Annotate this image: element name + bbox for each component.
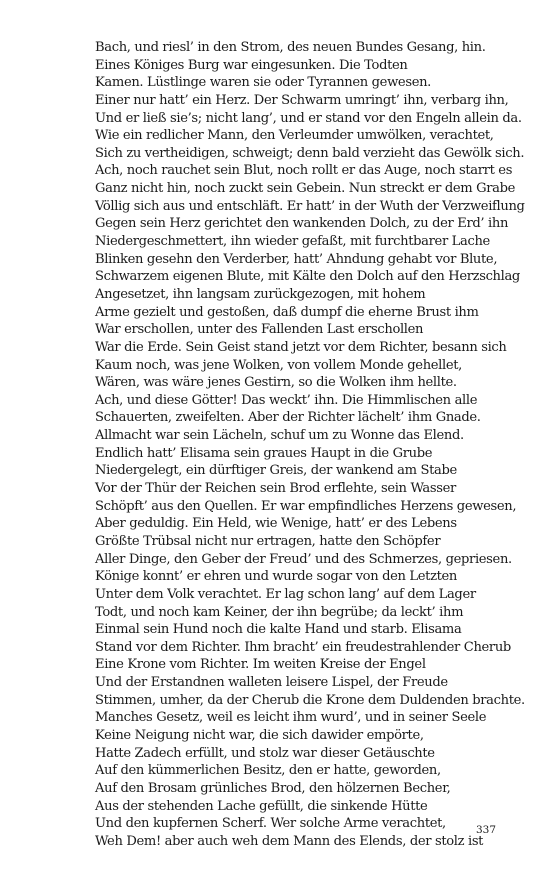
text-line: Weh Dem! aber auch weh dem Mann des Elends, der stolz ist	[95, 833, 484, 849]
text-line: Einmal sein Hund noch die kalte Hand und starb. Elisama	[95, 622, 462, 638]
text-line: Aus der stehenden Lache gefüllt, die sinkende Hütte	[95, 798, 428, 814]
text-line: War die Erde. Sein Geist stand jetzt vor dem Richter, besann sich	[95, 339, 507, 355]
text-line: Auf den kümmerlichen Besitz, den er hatte, geworden,	[95, 763, 441, 779]
text-line: Schöpft’ aus den Quellen. Er war empfindliches Herzens gewesen,	[95, 498, 517, 514]
text-line: Stimmen, umher, da der Cherub die Krone dem Duldenden brachte.	[95, 692, 525, 708]
text-line: Größte Trübsal nicht nur ertragen, hatte den Schöpfer	[95, 533, 441, 549]
text-line: War erschollen, unter des Fallenden Last erschollen	[95, 322, 424, 338]
text-line: Todt, und noch kam Keiner, der ihn begrübe; da leckt’ ihm	[95, 604, 464, 620]
text-line: Und er ließ sie’s; nicht lang’, und er stand vor den Engeln allein da.	[95, 110, 522, 126]
text-line: Eines Königes Burg war eingesunken. Die Todten	[95, 57, 408, 73]
text-line: Aller Dinge, den Geber der Freud’ und des Schmerzes, gepriesen.	[95, 551, 512, 567]
text-line: Völlig sich aus und entschläft. Er hatt’ in der Wuth der Verzweiflung	[95, 198, 525, 214]
text-line: Einer nur hatt’ ein Herz. Der Schwarm umringt’ ihn, verbarg ihn,	[95, 92, 509, 108]
text-line: Ach, noch rauchet sein Blut, noch rollt er das Auge, noch starrt es	[95, 163, 513, 179]
poem-text	[95, 39, 525, 850]
text-line: Wären, was wäre jenes Gestirn, so die Wolken ihm hellte.	[95, 375, 457, 391]
text-line: Keine Neigung nicht war, die sich dawider empörte,	[95, 727, 424, 743]
text-line: Eine Krone vom Richter. Im weiten Kreise der Engel	[95, 657, 426, 673]
text-line: Wie ein redlicher Mann, den Verleumder umwölken, verachtet,	[95, 128, 494, 144]
text-line: Endlich hatt’ Elisama sein graues Haupt in die Grube	[95, 445, 433, 461]
text-line: Hatte Zadech erfüllt, und stolz war dieser Getäuschte	[95, 745, 435, 761]
text-line: Bach, und riesl’ in den Strom, des neuen Bundes Gesang, hin.	[95, 40, 486, 55]
text-line: Schwarzem eigenen Blute, mit Kälte den Dolch auf den Herzschlag	[95, 269, 520, 285]
text-line: Und der Erstandnen walleten leisere Lispel, der Freude	[95, 675, 448, 691]
text-line: Gegen sein Herz gerichtet den wankenden Dolch, zu der Erd’ ihn	[95, 216, 509, 232]
text-line: Vor der Thür der Reichen sein Brod erflehte, sein Wasser	[95, 481, 456, 497]
text-line: Niedergeschmettert, ihn wieder gefaßt, mit furchtbarer Lache	[95, 234, 490, 250]
text-line: Ganz nicht hin, noch zuckt sein Gebein. Nun streckt er dem Grabe	[95, 181, 516, 197]
text-line: Könige konnt’ er ehren und wurde sogar von den Letzten	[95, 569, 458, 585]
text-line: Stand vor dem Richter. Ihm bracht’ ein freudestrahlender Cherub	[95, 639, 511, 655]
text-line: Allmacht war sein Lächeln, schuf um zu Wonne das Elend.	[95, 428, 464, 444]
text-line: Schauerten, zweifelten. Aber der Richter lächelt’ ihm Gnade.	[95, 410, 481, 426]
text-line: Ach, und diese Götter! Das weckt’ ihn. Die Himmlischen alle	[95, 392, 478, 408]
text-line: Sich zu vertheidigen, schweigt; denn bald verzieht das Gewölk sich.	[95, 145, 525, 161]
text-line: Aber geduldig. Ein Held, wie Wenige, hatt’ er des Lebens	[95, 516, 457, 532]
text-line: Niedergelegt, ein dürftiger Greis, der wankend am Stabe	[95, 463, 457, 479]
text-line: Arme gezielt und gestoßen, daß dumpf die eherne Brust ihm	[95, 304, 479, 320]
text-line: Und den kupfernen Scherf. Wer solche Arme verachtet,	[95, 816, 446, 832]
text-line: Kaum noch, was jene Wolken, von vollem Monde gehellet,	[95, 357, 462, 373]
page-number: 337	[475, 824, 496, 836]
text-line: Angesetzet, ihn langsam zurückgezogen, mit hohem	[95, 286, 426, 302]
text-line: Kamen. Lüstlinge waren sie oder Tyrannen gewesen.	[95, 75, 431, 91]
text-line: Unter dem Volk verachtet. Er lag schon lang’ auf dem Lager	[95, 586, 476, 602]
text-line: Manches Gesetz, weil es leicht ihm wurd’, und in seiner Seele	[95, 710, 487, 726]
text-line: Blinken gesehn den Verderber, hatt’ Ahndung gehabt vor Blute,	[95, 251, 498, 267]
text-line: Auf den Brosam grünliches Brod, den hölzernen Becher,	[95, 780, 451, 796]
